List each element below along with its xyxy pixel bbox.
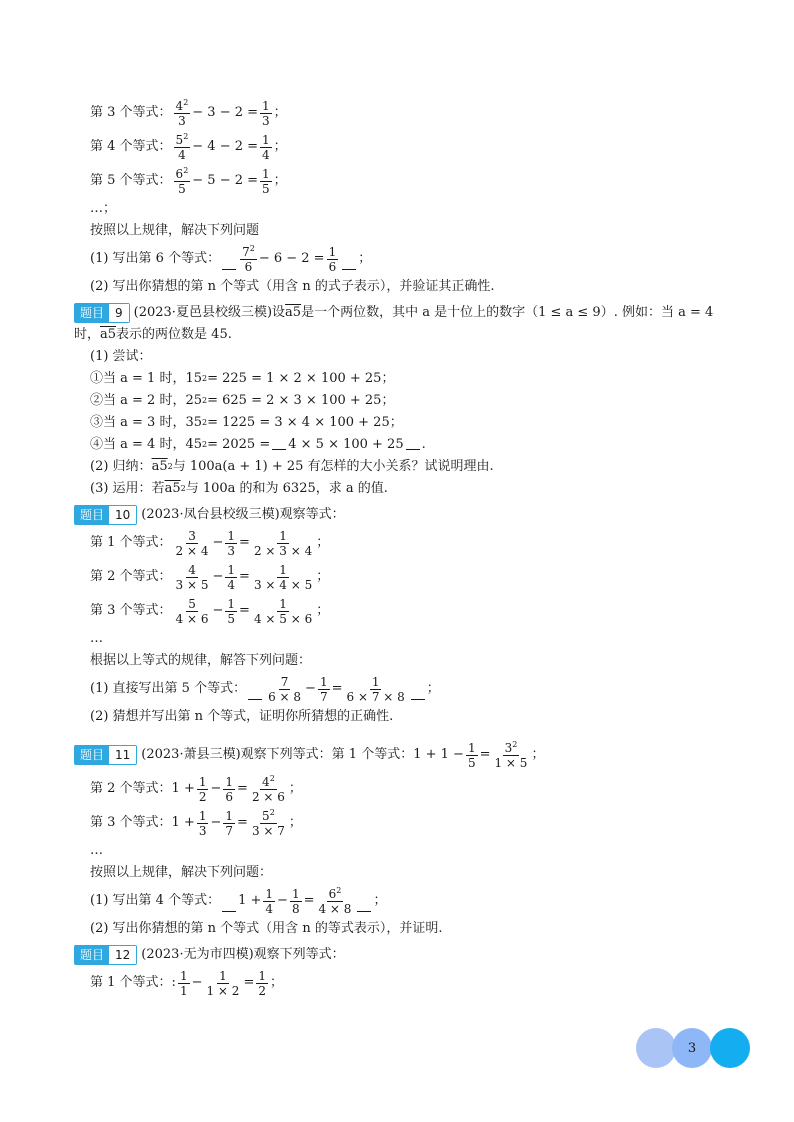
- p10-equation-1: 第 1 个等式： $\frac{3}{2 \times 4}$ − $\frac{1}{3}$ = $\frac{1}{2 \times 3 \times 4}$ ；: [90, 528, 330, 558]
- equation-4: 第 4 个等式： $\frac{5^2}{4}$ − 4 − 2 = $\frac{1}{4}$ ；: [90, 131, 287, 162]
- instruction: 按照以上规律，解决下列问题：: [90, 865, 273, 880]
- answer-blank[interactable]: [357, 911, 371, 912]
- problem-12-header: 题目 12 (2023·无为市四模) 观察下列等式：: [74, 944, 750, 966]
- instruction: 按照以上规律，解决下列问题: [90, 223, 260, 238]
- page-number-badge: [636, 1028, 752, 1068]
- fraction: $\frac{5^2}{4}$: [175, 131, 189, 162]
- overline-number: a5: [285, 305, 302, 320]
- answer-expression: 1 + $\frac{1}{4}$ − $\frac{1}{8}$ = $\frac{6^2}{4 \times 8}$: [238, 885, 352, 916]
- answer-blank[interactable]: [222, 269, 236, 270]
- p12-equation-1: 第 1 个等式： : $\frac{1}{1}$ − $\frac{1}{1 \times 2}$ = $\frac{1}{2}$ ；: [90, 968, 283, 998]
- p10-question-2: (2) 猜想并写出第 n 个等式，证明你所猜想的正确性.: [90, 709, 394, 724]
- page-number: 3: [672, 1028, 712, 1068]
- instruction: 根据以上等式的规律，解答下列问题：: [90, 653, 312, 668]
- question-1: (1) 写出第 6 个等式： $\frac{7^2}{6}$ − 6 − 2 = $\frac{1}{6}$ ；: [90, 243, 372, 274]
- answer-expression: $\frac{7}{6 \times 8}$ − $\frac{1}{7}$ = $\frac{1}{6 \times 7 \times 8}$: [268, 674, 405, 704]
- ellipsis: …: [90, 843, 103, 858]
- fraction: $\frac{1}{5}$: [262, 166, 270, 196]
- problem-10-header: 题目 10 (2023·凤台县校级三模) 观察等式：: [74, 504, 750, 526]
- fraction: $\frac{1}{4}$: [262, 132, 270, 162]
- worksheet-page: [74, 96, 750, 1000]
- answer-blank[interactable]: [248, 699, 262, 700]
- equation-5: 第 5 个等式： $\frac{6^2}{5}$ − 5 − 2 = $\frac{1}{5}$ ；: [90, 165, 287, 196]
- p10-question-1: (1) 直接写出第 5 个等式： $\frac{7}{6 \times 8}$ − $\frac{1}{7}$ = $\frac{1}{6 \times 7 \times 8}$ ；: [90, 674, 440, 704]
- answer-expression: $\frac{7^2}{6}$ − 6 − 2 = $\frac{1}{6}$: [242, 243, 337, 274]
- p10-equation-3: 第 3 个等式： $\frac{5}{4 \times 6}$ − $\frac{1}{5}$ = $\frac{1}{4 \times 5 \times 6}$ ；: [90, 596, 330, 626]
- problem-tag: 题目 10: [74, 505, 137, 525]
- p10-equation-2: 第 2 个等式： $\frac{4}{3 \times 5}$ − $\frac{1}{4}$ = $\frac{1}{3 \times 4 \times 5}$ ；: [90, 562, 330, 592]
- answer-expression: 4 × 5 × 100 + 25: [288, 437, 404, 452]
- ellipsis: …: [90, 631, 103, 646]
- answer-blank[interactable]: [406, 449, 420, 450]
- decor-circle: [710, 1028, 750, 1068]
- fraction: $\frac{1}{3}$: [262, 98, 270, 128]
- p9-item-4: ④当 a = 4 时，45 2 = 2025 = 4 × 5 × 100 + 25 .: [90, 434, 750, 456]
- equation-3: 第 3 个等式： $\frac{4^2}{3}$ − 3 − 2 = $\frac{1}{3}$ ；: [90, 97, 287, 128]
- question-2: (2) 写出你猜想的第 n 个等式（用含 n 的式子表示），并验证其正确性.: [90, 279, 495, 294]
- problem-9-stem-cont: 时， a5 表示的两位数是 45.: [74, 327, 232, 342]
- problem-11-header: 题目 11 (2023·萧县三模) 观察下列等式：第 1 个等式：1 + 1 − $\frac{1}{5}$ = $\frac{3^2}{1 \times 5}$ ；: [74, 738, 750, 772]
- p11-question-1: (1) 写出第 4 个等式： 1 + $\frac{1}{4}$ − $\frac{1}{8}$ = $\frac{6^2}{4 \times 8}$ ；: [90, 885, 387, 916]
- ellipsis: …；: [90, 201, 117, 216]
- p9-item-3: ③当 a = 3 时，35 2 = 1225 = 3 × 4 × 100 + 25；: [90, 415, 403, 430]
- answer-blank[interactable]: [272, 449, 286, 450]
- p9-question-3: (3) 运用：若 a5 2 与 100a 的和为 6325，求 a 的值.: [90, 481, 388, 496]
- p11-equation-3: 第 3 个等式：1 + $\frac{1}{3}$ − $\frac{1}{7}$ = $\frac{5^2}{3 \times 7}$ ；: [90, 807, 302, 838]
- problem-tag: 题目 9: [74, 303, 130, 323]
- fraction: $\frac{4^2}{3}$: [175, 97, 189, 128]
- problem-tag: 题目 11: [74, 745, 137, 765]
- problem-tag: 题目 12: [74, 945, 137, 965]
- p9-item-2: ②当 a = 2 时，25 2 = 625 = 2 × 3 × 100 + 25；: [90, 393, 395, 408]
- p9-try: (1) 尝试：: [90, 349, 152, 364]
- answer-blank[interactable]: [222, 911, 236, 912]
- answer-blank[interactable]: [342, 269, 356, 270]
- p11-question-2: (2) 写出你猜想的第 n 个等式（用含 n 的等式表示），并证明.: [90, 921, 443, 936]
- p9-item-1: ①当 a = 1 时，15 2 = 225 = 1 × 2 × 100 + 25；: [90, 371, 395, 386]
- decor-circle: [636, 1028, 676, 1068]
- fraction: $\frac{6^2}{5}$: [175, 165, 189, 196]
- p11-equation-2: 第 2 个等式：1 + $\frac{1}{2}$ − $\frac{1}{6}$ = $\frac{4^2}{2 \times 6}$ ；: [90, 773, 302, 804]
- answer-blank[interactable]: [411, 699, 425, 700]
- problem-9-header: 题目 9 (2023·夏邑县校级三模) 设 a5 是一个两位数，其中 a 是十位上的数字（1 ≤ a ≤ 9）. 例如：当 a = 4: [74, 302, 750, 324]
- p9-question-2: (2) 归纳： a5 2 与 100a(a + 1) + 25 有怎样的大小关系？试说明理由.: [90, 459, 494, 474]
